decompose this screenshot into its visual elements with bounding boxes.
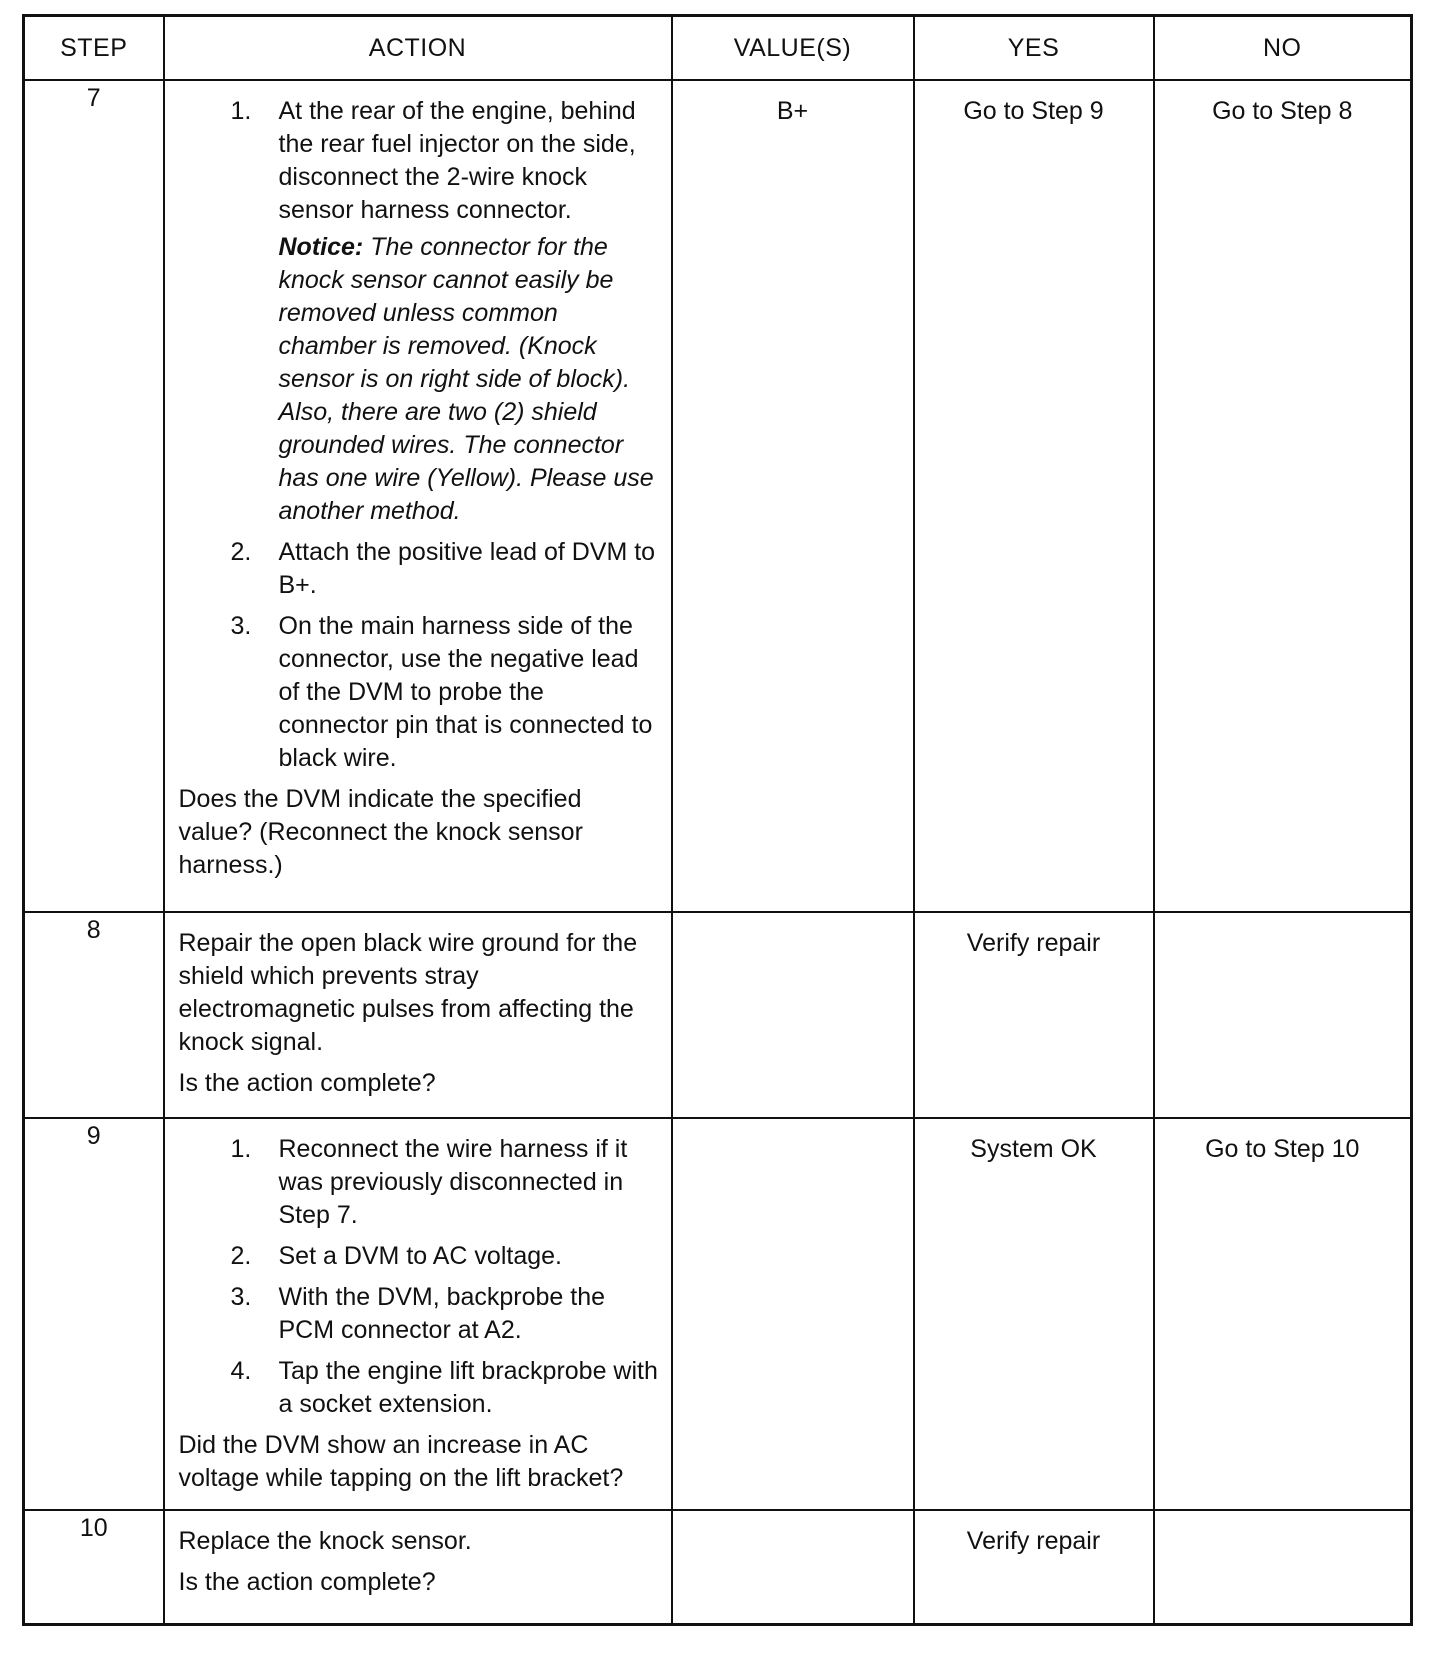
action-list-item: [231, 1281, 661, 1347]
notice-block: [279, 231, 661, 528]
item-text: With the DVM, backprobe the PCM connector at A2.: [278, 1283, 606, 1344]
item-text: Attach the positive lead of DVM to B+.: [278, 538, 656, 599]
action-question: Is the action complete?: [178, 1568, 436, 1596]
step-number: 8: [24, 912, 164, 1118]
header-no: NO: [1154, 16, 1412, 81]
yes-cell: Go to Step 9: [914, 80, 1154, 912]
header-step: STEP: [24, 16, 164, 81]
value-cell: [672, 1118, 914, 1510]
action-text: Replace the knock sensor.: [178, 1527, 472, 1555]
action-list-item: [231, 610, 661, 775]
item-number: 3.: [230, 1283, 252, 1311]
diagnostic-table: [22, 14, 1413, 1626]
item-number: 2.: [230, 1242, 252, 1270]
no-cell: [1154, 1510, 1412, 1625]
no-cell: Go to Step 10: [1154, 1118, 1412, 1510]
header-yes: YES: [914, 16, 1154, 81]
item-number: 1.: [230, 1135, 252, 1163]
value-cell: B+: [672, 80, 914, 912]
action-question: Is the action complete?: [178, 1069, 436, 1097]
yes-cell: Verify repair: [914, 912, 1154, 1118]
table-row-step-8: [24, 912, 1412, 1118]
action-cell: [164, 1510, 672, 1625]
table-row-step-7: [24, 80, 1412, 912]
action-question: Did the DVM show an increase in AC voltage while tapping on the lift bracket?: [178, 1431, 624, 1492]
no-cell: [1154, 912, 1412, 1118]
action-list-item: [231, 536, 661, 602]
item-text: Tap the engine lift brackprobe with a socket extension.: [278, 1357, 658, 1418]
action-list-item: [231, 1240, 661, 1273]
action-cell: [164, 912, 672, 1118]
table-row-step-10: [24, 1510, 1412, 1625]
header-action: ACTION: [164, 16, 672, 81]
value-cell: [672, 1510, 914, 1625]
item-number: 1.: [230, 97, 252, 125]
item-text: Set a DVM to AC voltage.: [278, 1242, 562, 1270]
no-cell: Go to Step 8: [1154, 80, 1412, 912]
action-cell: [164, 80, 672, 912]
notice-text: The connector for the knock sensor cannot easily be removed unless common chamber is removed. (Knock sensor is on right side of block). Also, there are two (2) shield grounded wires. The connector has one wire (Yellow). Please use another method.: [278, 233, 654, 525]
action-list-item: [231, 1355, 661, 1421]
item-text: Reconnect the wire harness if it was previously disconnected in Step 7.: [278, 1135, 628, 1229]
value-cell: [672, 912, 914, 1118]
step-number: 10: [24, 1510, 164, 1625]
header-row: [24, 16, 1412, 81]
item-number: 4.: [230, 1357, 252, 1385]
item-text: At the rear of the engine, behind the rear fuel injector on the side, disconnect the 2-wire knock sensor harness connector.: [278, 97, 636, 224]
item-text: On the main harness side of the connector, use the negative lead of the DVM to probe the connector pin that is connected to black wire.: [278, 612, 653, 772]
header-values: VALUE(S): [672, 16, 914, 81]
notice-label: Notice:: [278, 233, 364, 261]
yes-cell: System OK: [914, 1118, 1154, 1510]
action-cell: [164, 1118, 672, 1510]
action-list-item: [231, 95, 661, 528]
table-row-step-9: [24, 1118, 1412, 1510]
action-list-item: [231, 1133, 661, 1232]
item-number: 2.: [230, 538, 252, 566]
action-question: Does the DVM indicate the specified value? (Reconnect the knock sensor harness.): [178, 785, 583, 879]
step-number: 7: [24, 80, 164, 912]
item-number: 3.: [230, 612, 252, 640]
action-text: Repair the open black wire ground for the shield which prevents stray electromagnetic pulses from affecting the knock signal.: [178, 929, 638, 1056]
diagnostic-page: [22, 14, 1410, 1626]
action-list: [179, 1133, 661, 1421]
yes-cell: Verify repair: [914, 1510, 1154, 1625]
step-number: 9: [24, 1118, 164, 1510]
action-list: [179, 95, 661, 775]
